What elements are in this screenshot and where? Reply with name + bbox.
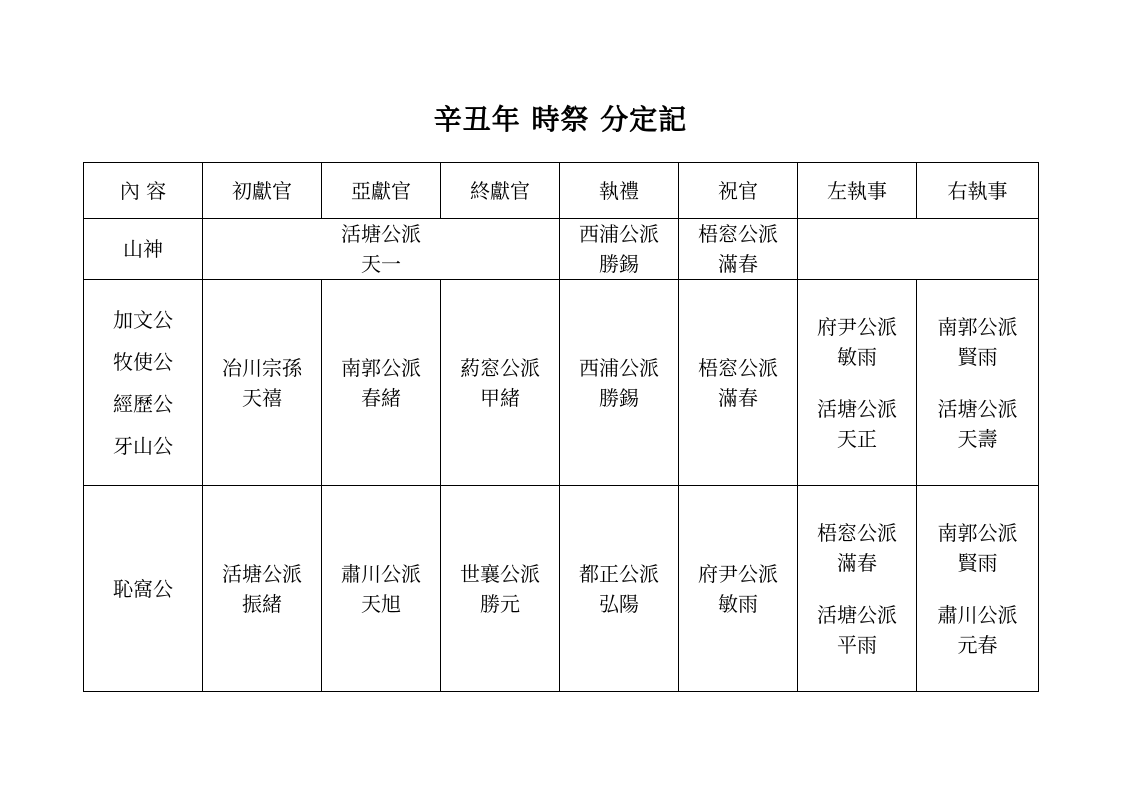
cell-sanshin-attendants-empty bbox=[798, 219, 1039, 280]
row-label-chiwa: 恥窩公 bbox=[84, 486, 203, 692]
branch-name: 肅川公派 bbox=[341, 561, 421, 586]
person-name: 天壽 bbox=[957, 426, 998, 451]
person-name: 振緒 bbox=[242, 591, 282, 616]
branch-name: 府尹公派 bbox=[698, 561, 778, 586]
cell-right-attendant bbox=[917, 486, 1039, 692]
row-label-sanshin: 山神 bbox=[84, 219, 203, 280]
branch-name: 活塘公派 bbox=[817, 396, 897, 421]
cell-sanshin-master bbox=[560, 219, 679, 280]
row-label-ancestors bbox=[84, 280, 203, 486]
cell-prayer-reader bbox=[679, 280, 798, 486]
header-left-attendant: 左執事 bbox=[798, 163, 917, 219]
branch-name: 南郭公派 bbox=[937, 520, 1018, 545]
branch-name: 梧窓公派 bbox=[698, 355, 778, 380]
branch-name: 都正公派 bbox=[579, 561, 659, 586]
branch-name: 南郭公派 bbox=[341, 355, 421, 380]
person-name: 天旭 bbox=[361, 591, 401, 616]
person-name: 春緒 bbox=[361, 385, 401, 410]
branch-name: 活塘公派 bbox=[222, 561, 302, 586]
header-first-offerer: 初獻官 bbox=[203, 163, 322, 219]
person-name: 滿春 bbox=[837, 550, 877, 575]
person-name: 滿春 bbox=[718, 252, 758, 276]
cell-right-attendant bbox=[917, 280, 1039, 486]
ritual-assignment-table bbox=[83, 162, 1039, 692]
person-name: 天禧 bbox=[242, 385, 282, 410]
branch-name: 西浦公派 bbox=[579, 355, 659, 380]
cell-left-attendant bbox=[798, 280, 917, 486]
branch-name: 梧窓公派 bbox=[817, 520, 897, 545]
person-name: 敏雨 bbox=[718, 591, 758, 616]
header-master-of-ceremonies: 執禮 bbox=[560, 163, 679, 219]
cell-second-offerer bbox=[322, 486, 441, 692]
person-name: 滿春 bbox=[718, 385, 758, 410]
branch-name: 葯窓公派 bbox=[460, 355, 540, 380]
branch-name: 活塘公派 bbox=[937, 396, 1018, 421]
person-name: 勝錫 bbox=[599, 252, 639, 276]
person-name: 天正 bbox=[837, 426, 877, 451]
branch-name: 府尹公派 bbox=[817, 314, 897, 339]
branch-name: 冶川宗孫 bbox=[222, 355, 302, 380]
cell-sanshin-offerer bbox=[203, 219, 560, 280]
ancestor-name: 經歷公 bbox=[113, 391, 173, 416]
branch-name: 南郭公派 bbox=[937, 314, 1018, 339]
table-row-ancestors bbox=[84, 280, 1039, 486]
cell-sanshin-prayer bbox=[679, 219, 798, 280]
branch-name: 活塘公派 bbox=[341, 222, 421, 246]
cell-master-of-ceremonies bbox=[560, 486, 679, 692]
header-right-attendant: 右執事 bbox=[917, 163, 1039, 219]
person-name: 敏雨 bbox=[837, 344, 877, 369]
cell-final-offerer bbox=[441, 280, 560, 486]
table-row-chiwa bbox=[84, 486, 1039, 692]
header-prayer-reader: 祝官 bbox=[679, 163, 798, 219]
person-name: 平雨 bbox=[837, 632, 877, 657]
cell-prayer-reader bbox=[679, 486, 798, 692]
branch-name: 梧窓公派 bbox=[698, 222, 778, 246]
person-name: 勝元 bbox=[480, 591, 520, 616]
ancestor-name: 牙山公 bbox=[113, 433, 173, 458]
header-final-offerer: 終獻官 bbox=[441, 163, 560, 219]
branch-name: 西浦公派 bbox=[579, 222, 659, 246]
person-name: 賢雨 bbox=[957, 344, 998, 369]
table-row-sanshin bbox=[84, 219, 1039, 280]
person-name: 甲緒 bbox=[480, 385, 520, 410]
header-second-offerer: 亞獻官 bbox=[322, 163, 441, 219]
header-content: 內 容 bbox=[84, 163, 203, 219]
ancestor-name: 加文公 bbox=[113, 307, 173, 332]
person-name: 天一 bbox=[361, 252, 401, 276]
person-name: 賢雨 bbox=[957, 550, 998, 575]
person-name: 弘陽 bbox=[599, 591, 639, 616]
document-title: 辛丑年 時祭 分定記 bbox=[433, 103, 688, 136]
person-name: 元春 bbox=[957, 632, 998, 657]
header-row bbox=[84, 163, 1039, 219]
branch-name: 肅川公派 bbox=[937, 602, 1018, 627]
cell-master-of-ceremonies bbox=[560, 280, 679, 486]
cell-first-offerer bbox=[203, 486, 322, 692]
cell-left-attendant bbox=[798, 486, 917, 692]
cell-final-offerer bbox=[441, 486, 560, 692]
person-name: 勝錫 bbox=[599, 385, 639, 410]
branch-name: 活塘公派 bbox=[817, 602, 897, 627]
branch-name: 世襄公派 bbox=[460, 561, 540, 586]
cell-second-offerer bbox=[322, 280, 441, 486]
cell-first-offerer bbox=[203, 280, 322, 486]
ancestor-name: 牧使公 bbox=[113, 349, 173, 374]
